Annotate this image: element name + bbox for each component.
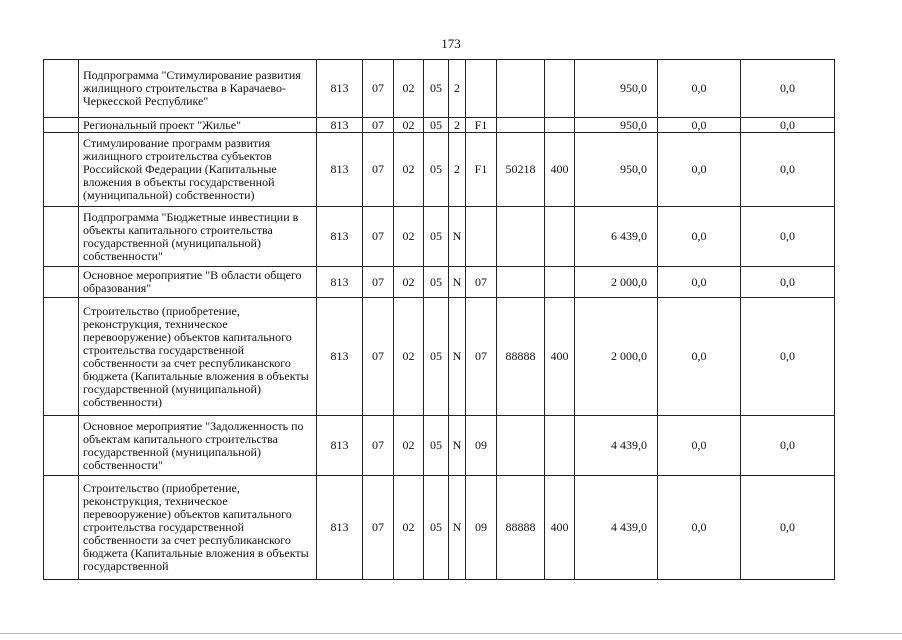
amount-1: 2 000,0 <box>575 267 658 298</box>
subsection-code: 02 <box>394 118 424 133</box>
section-code: 07 <box>363 60 394 118</box>
ministry-code: 813 <box>317 416 363 476</box>
program-code: 05 <box>424 207 449 267</box>
section-code: 07 <box>363 476 394 580</box>
direction-code <box>497 60 545 118</box>
project-code: 07 <box>466 298 497 416</box>
empty-cell <box>44 267 79 298</box>
amount-3: 0,0 <box>741 416 835 476</box>
amount-2: 0,0 <box>658 60 741 118</box>
table-row <box>44 476 835 580</box>
subprogram-code: N <box>449 416 466 476</box>
subsection-code: 02 <box>394 60 424 118</box>
program-code: 05 <box>424 118 449 133</box>
expense-type-code: 400 <box>545 298 575 416</box>
scan-edge-line <box>0 633 902 634</box>
amount-1: 2 000,0 <box>575 298 658 416</box>
expense-type-code <box>545 267 575 298</box>
page-number: 173 <box>441 36 461 51</box>
ministry-code: 813 <box>317 207 363 267</box>
project-code <box>466 60 497 118</box>
project-code: 09 <box>466 476 497 580</box>
budget-table <box>43 59 835 580</box>
expense-type-code: 400 <box>545 133 575 207</box>
section-code: 07 <box>363 207 394 267</box>
amount-1: 6 439,0 <box>575 207 658 267</box>
empty-cell <box>44 476 79 580</box>
subsection-code: 02 <box>394 267 424 298</box>
amount-2: 0,0 <box>658 118 741 133</box>
table-row <box>44 267 835 298</box>
amount-3: 0,0 <box>741 476 835 580</box>
direction-code <box>497 267 545 298</box>
direction-code: 50218 <box>497 133 545 207</box>
program-code: 05 <box>424 267 449 298</box>
subsection-code: 02 <box>394 298 424 416</box>
empty-cell <box>44 207 79 267</box>
table-row <box>44 118 835 133</box>
program-code: 05 <box>424 60 449 118</box>
table-row <box>44 133 835 207</box>
amount-1: 950,0 <box>575 133 658 207</box>
project-code <box>466 207 497 267</box>
expense-type-code <box>545 118 575 133</box>
empty-cell <box>44 133 79 207</box>
direction-code <box>497 118 545 133</box>
row-name: Подпрограмма "Бюджетные инвестиции в объекты капитального строительства государственной (муниципальной) собственности" <box>79 207 317 267</box>
expense-type-code <box>545 60 575 118</box>
subprogram-code: 2 <box>449 133 466 207</box>
project-code: F1 <box>466 133 497 207</box>
program-code: 05 <box>424 416 449 476</box>
expense-type-code <box>545 416 575 476</box>
empty-cell <box>44 60 79 118</box>
subsection-code: 02 <box>394 416 424 476</box>
amount-1: 950,0 <box>575 118 658 133</box>
subprogram-code: N <box>449 207 466 267</box>
subprogram-code: N <box>449 267 466 298</box>
direction-code <box>497 416 545 476</box>
ministry-code: 813 <box>317 133 363 207</box>
subprogram-code: N <box>449 476 466 580</box>
row-name: Основное мероприятие "В области общего образования" <box>79 267 317 298</box>
amount-3: 0,0 <box>741 133 835 207</box>
amount-3: 0,0 <box>741 60 835 118</box>
section-code: 07 <box>363 416 394 476</box>
subsection-code: 02 <box>394 133 424 207</box>
section-code: 07 <box>363 267 394 298</box>
expense-type-code: 400 <box>545 476 575 580</box>
table-row <box>44 60 835 118</box>
amount-2: 0,0 <box>658 476 741 580</box>
row-name: Строительство (приобретение, реконструкция, техническое перевооружение) объектов капитального строительства государственной собственности за счет республиканского бюджета (Капитальные вложения в объекты государственной <box>79 476 317 580</box>
ministry-code: 813 <box>317 267 363 298</box>
table-row <box>44 298 835 416</box>
subsection-code: 02 <box>394 207 424 267</box>
empty-cell <box>44 118 79 133</box>
subsection-code: 02 <box>394 476 424 580</box>
empty-cell <box>44 416 79 476</box>
amount-3: 0,0 <box>741 298 835 416</box>
project-code: F1 <box>466 118 497 133</box>
amount-3: 0,0 <box>741 267 835 298</box>
direction-code: 88888 <box>497 476 545 580</box>
project-code: 07 <box>466 267 497 298</box>
row-name: Подпрограмма "Стимулирование развития жилищного строительства в Карачаево-Черкесской Республике" <box>79 60 317 118</box>
program-code: 05 <box>424 133 449 207</box>
row-name: Региональный проект "Жилье" <box>79 118 317 133</box>
program-code: 05 <box>424 476 449 580</box>
direction-code <box>497 207 545 267</box>
empty-cell <box>44 298 79 416</box>
amount-3: 0,0 <box>741 118 835 133</box>
ministry-code: 813 <box>317 476 363 580</box>
ministry-code: 813 <box>317 60 363 118</box>
section-code: 07 <box>363 118 394 133</box>
ministry-code: 813 <box>317 298 363 416</box>
project-code: 09 <box>466 416 497 476</box>
subprogram-code: 2 <box>449 60 466 118</box>
row-name: Стимулирование программ развития жилищного строительства субъектов Российской Федерации (Капитальные вложения в объекты государственной (муниципальной) собственности) <box>79 133 317 207</box>
subprogram-code: 2 <box>449 118 466 133</box>
amount-2: 0,0 <box>658 298 741 416</box>
amount-2: 0,0 <box>658 267 741 298</box>
direction-code: 88888 <box>497 298 545 416</box>
subprogram-code: N <box>449 298 466 416</box>
amount-1: 950,0 <box>575 60 658 118</box>
amount-2: 0,0 <box>658 207 741 267</box>
amount-1: 4 439,0 <box>575 416 658 476</box>
table-row <box>44 207 835 267</box>
amount-1: 4 439,0 <box>575 476 658 580</box>
expense-type-code <box>545 207 575 267</box>
section-code: 07 <box>363 298 394 416</box>
amount-2: 0,0 <box>658 133 741 207</box>
amount-3: 0,0 <box>741 207 835 267</box>
program-code: 05 <box>424 298 449 416</box>
amount-2: 0,0 <box>658 416 741 476</box>
ministry-code: 813 <box>317 118 363 133</box>
row-name: Основное мероприятие "Задолженность по объектам капитального строительства государственной (муниципальной) собственности" <box>79 416 317 476</box>
table-row <box>44 416 835 476</box>
row-name: Строительство (приобретение, реконструкция, техническое перевооружение) объектов капитального строительства государственной собственности за счет республиканского бюджета (Капитальные вложения в объекты государственной (муниципальной) собственности) <box>79 298 317 416</box>
section-code: 07 <box>363 133 394 207</box>
